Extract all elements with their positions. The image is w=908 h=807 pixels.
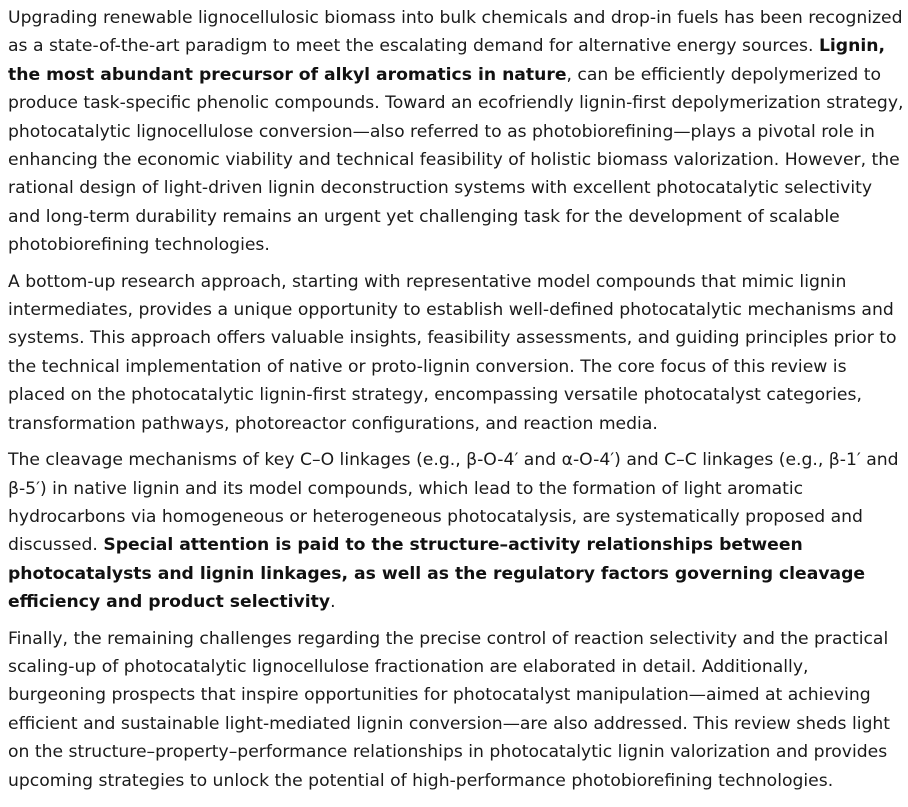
paragraph-2-text: A bottom-up research approach, starting with representative model compounds that mimic lignin intermediates, provides a unique opportunity to establish well-defined photocatalytic mechanisms and systems. This approach offers valuable insights, feasibility assessments, and guiding principles prior to the technical implementation of native or proto-lignin conversion. The core focus of this review is placed on the photocatalytic lignin-first strategy, encompassing versatile photocatalyst categories, transformation pathways, photoreactor configurations, and reaction media. bbox=[8, 271, 897, 434]
paragraph-4-text: Finally, the remaining challenges regarding the precise control of reaction selectivity and the practical scaling-up of photocatalytic lignocellulose fractionation are elaborated in detail. Additionally, burgeoning prospects that inspire opportunities for photocatalyst manipulation—aimed at achieving efficient and sustainable light-mediated lignin conversion—are also addressed. This review sheds light on the structure–property–performance relationships in photocatalytic lignin valorization and provides upcoming strategies to unlock the potential of high-performance photobiorefining technologies. bbox=[8, 628, 891, 791]
paragraph-1-highlight: Lignin, the most abundant precursor of alkyl aromatics in nature bbox=[8, 36, 885, 85]
paragraph-3 bbox=[8, 446, 904, 616]
paragraph-3-period: . bbox=[330, 592, 336, 613]
paragraph-1-text: Upgrading renewable lignocellulosic biomass into bulk chemicals and drop-in fuels has been recognized as a state-of-the-art paradigm to meet the escalating demand for alternative energy sources. bbox=[8, 8, 903, 57]
paragraph-1-text-continued: , can be efficiently depolymerized to produce task-specific phenolic compounds. Toward an ecofriendly lignin-first depolymerization strategy, photocatalytic lignocellulose conversion—also referred to as photobiorefining—plays a pivotal role in enhancing the economic viability and technical feasibility of holistic biomass valorization. However, the rational design of light-driven lignin deconstruction systems with excellent photocatalytic selectivity and long-term durability remains an urgent yet challenging task for the development of scalable photobiorefining technologies. bbox=[8, 64, 904, 256]
document-body bbox=[8, 4, 904, 803]
paragraph-3-highlight: Special attention is paid to the structure–activity relationships between photocatalysts and lignin linkages, as well as the regulatory factors governing cleavage efficiency and product selectivity bbox=[8, 535, 866, 613]
paragraph-3-text: The cleavage mechanisms of key C–O linkages (e.g., β-O-4′ and α-O-4′) and C–C linkages (e.g., β-1′ and β-5′) in native lignin and its model compounds, which lead to the formation of light aromatic hydrocarbons via homogeneous or heterogeneous photocatalysis, are systematically proposed and discussed. bbox=[8, 450, 899, 556]
paragraph-1 bbox=[8, 4, 904, 260]
paragraph-4 bbox=[8, 625, 904, 795]
paragraph-2 bbox=[8, 268, 904, 438]
